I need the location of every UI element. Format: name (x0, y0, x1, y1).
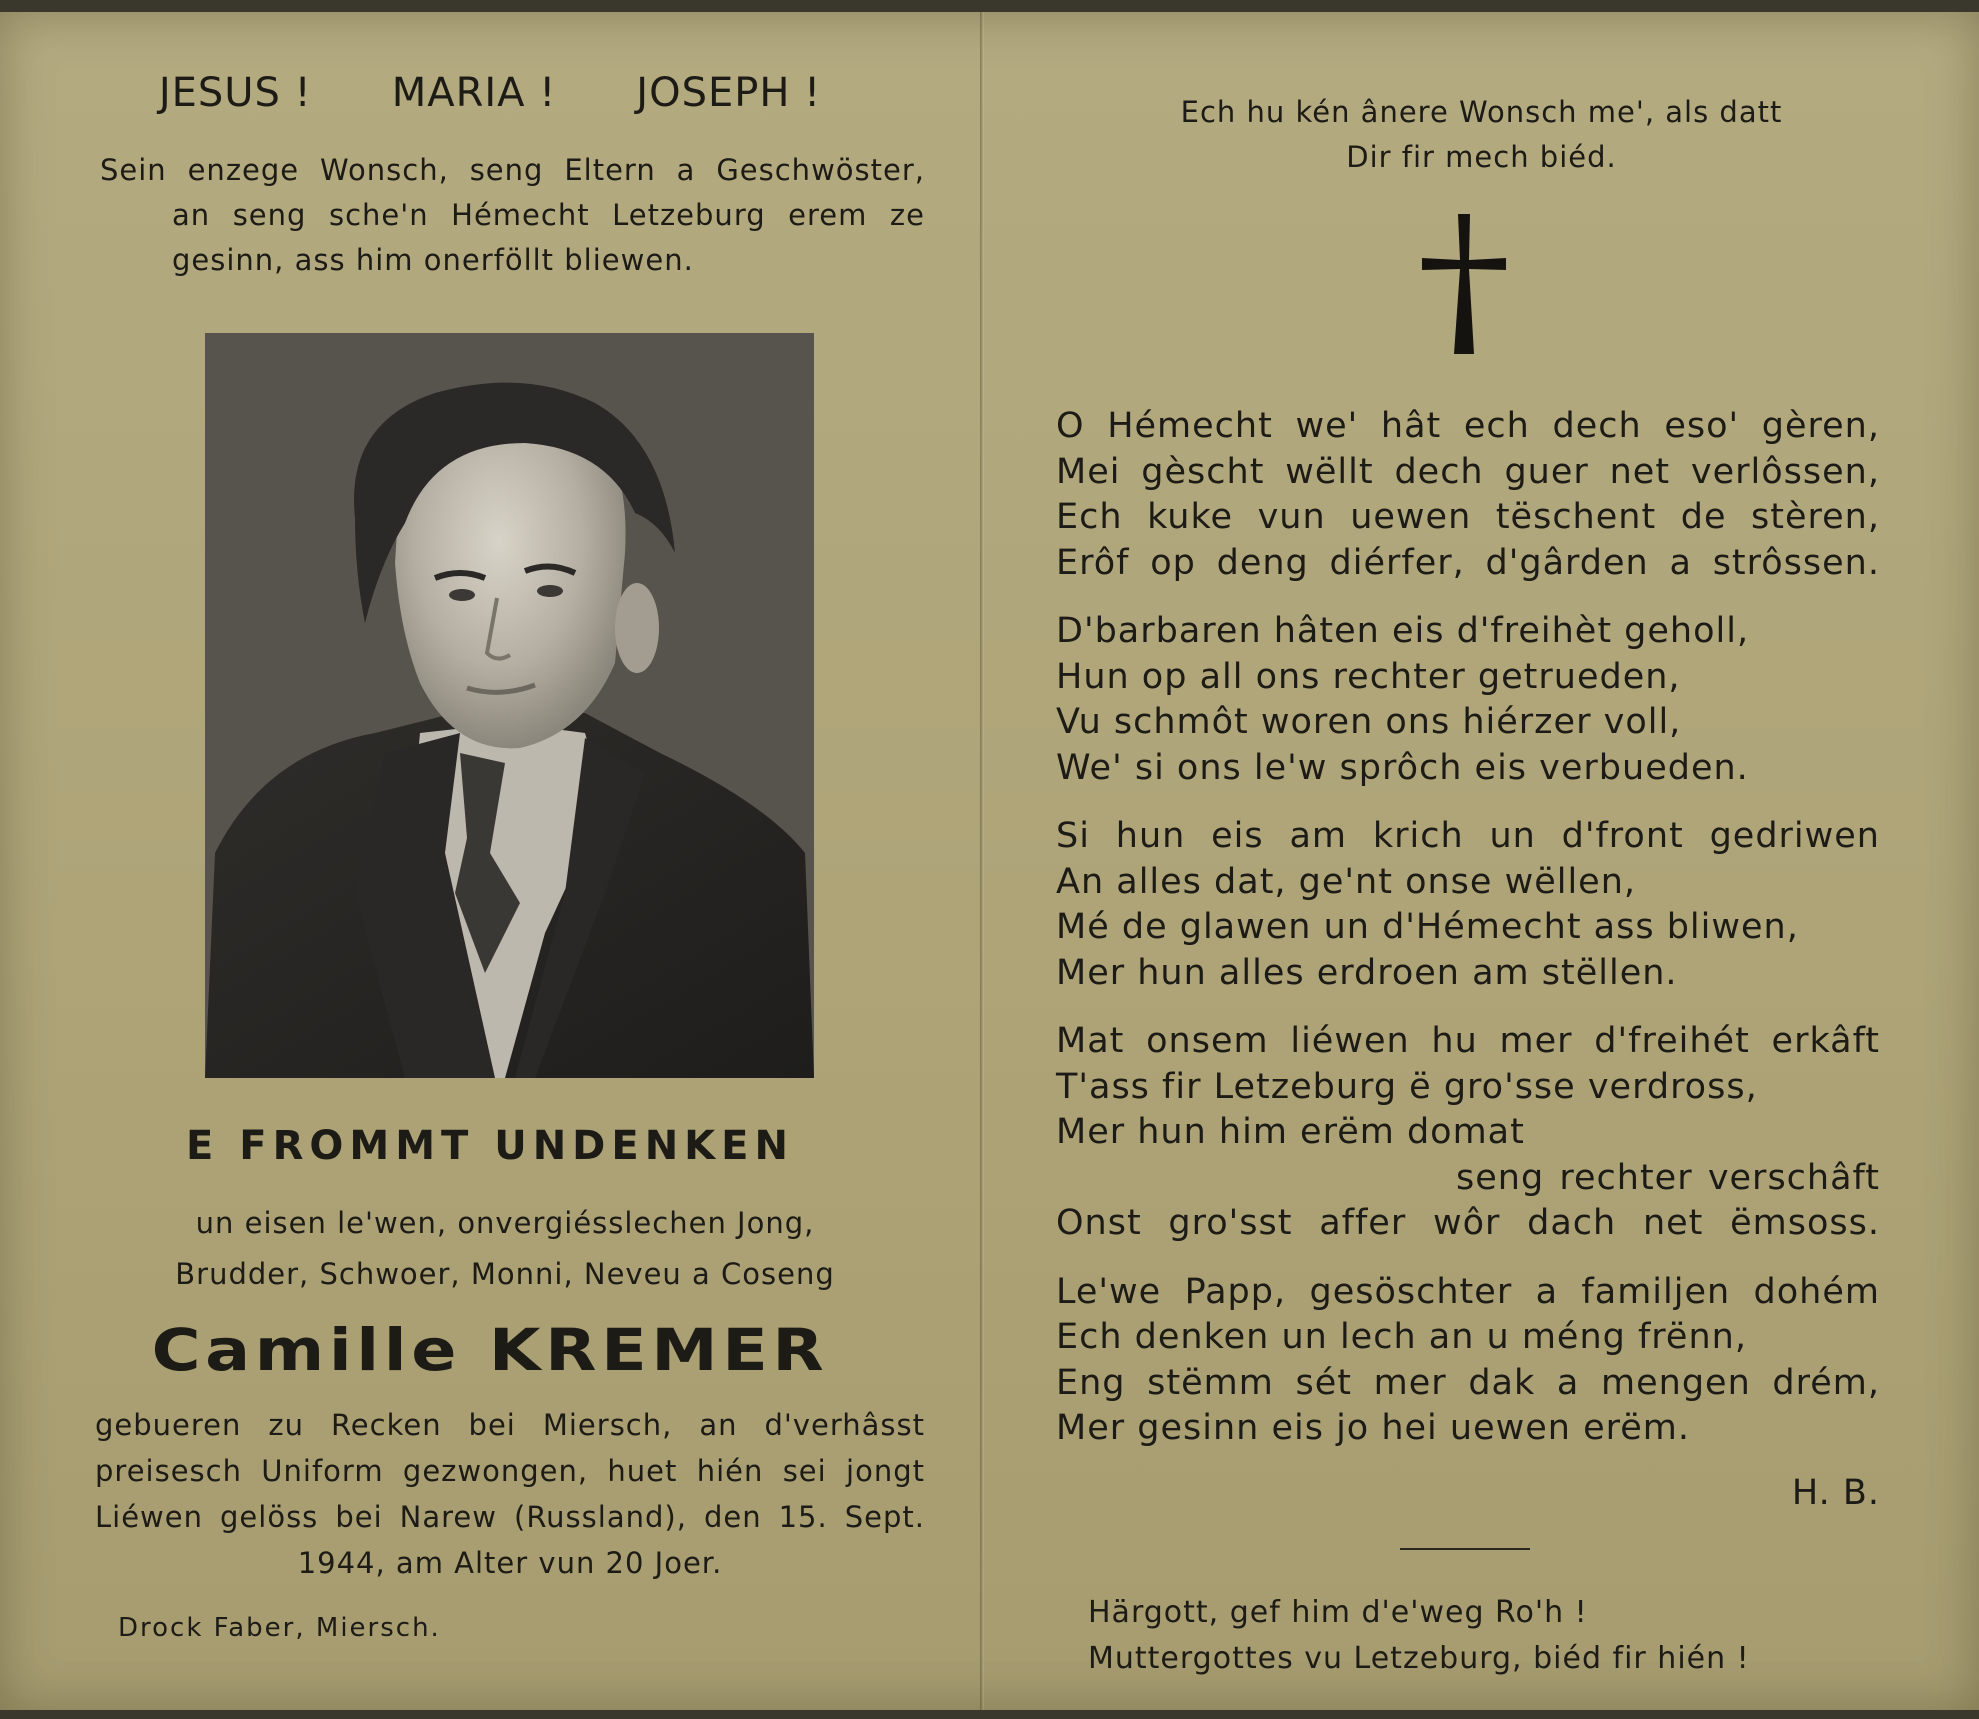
closing-line: Muttergottes vu Letzeburg, biéd fir hién ! (1088, 1641, 1750, 1676)
poem-stanza (1056, 814, 1880, 996)
poem-line: Onst gro'sst affer wôr dach net ëmsoss. (1056, 1203, 1880, 1243)
poem-line: Le'we Papp, gesöschter a familjen dohém (1056, 1271, 1880, 1312)
poem-stanza (1056, 609, 1880, 791)
printer-credit: Drock Faber, Miersch. (118, 1613, 441, 1643)
dedication-line: un eisen le'wen, onvergiésslechen Jong, (195, 1206, 815, 1240)
memorial-title: E FROMMT UNDENKEN (186, 1123, 794, 1169)
portrait-photo (205, 333, 814, 1078)
wish-line: an seng sche'n Hémecht Letzeburg erem ze (172, 198, 925, 232)
poem-line: Mer gesinn eis jo hei uewen erëm. (1056, 1408, 1690, 1448)
poem-author: H. B. (1791, 1472, 1880, 1513)
closing-prayer (1088, 1590, 1848, 1682)
poem-line: Mer hun alles erdroen am stëllen. (1056, 952, 1678, 993)
wish-line: Sein enzege Wonsch, seng Eltern a Geschwöster, (100, 153, 925, 187)
biography-text (95, 1402, 925, 1586)
divider-rule (1400, 1548, 1530, 1550)
invocation-joseph: JOSEPH ! (636, 70, 822, 116)
last-wish-text (100, 148, 925, 283)
poem-line: O Hémecht we' hât ech dech eso' gèren, (1056, 406, 1880, 446)
closing-line: Härgott, gef him d'e'weg Ro'h ! (1088, 1595, 1588, 1630)
poem-line: Mei gèscht wëllt dech guer net verlôssen, (1056, 451, 1880, 492)
bio-line: preisesch Uniform gezwongen, huet hién sei jongt (95, 1454, 925, 1488)
poem-line: Si hun eis am krich un d'front gedriwen (1056, 816, 1880, 856)
invocation-maria: MARIA ! (391, 70, 557, 116)
invocation (0, 70, 980, 116)
prayer-line: Ech hu kén ânere Wonsch me', als datt (1180, 95, 1783, 129)
poem-line: Hun op all ons rechter getrueden, (1056, 656, 1681, 697)
latin-cross-icon (1422, 214, 1506, 354)
invocation-jesus: JESUS ! (158, 70, 312, 116)
prayer-line: Dir fir mech biéd. (1346, 140, 1617, 174)
bio-line: 1944, am Alter vun 20 Joer. (297, 1546, 723, 1580)
poem-line: Ech denken un lech an u méng frënn, (1056, 1317, 1747, 1357)
dedication-line: Brudder, Schwoer, Monni, Neveu a Coseng (175, 1257, 835, 1291)
portrait-illustration (205, 333, 814, 1078)
poem-line: We' si ons le'w sprôch eis verbueden. (1056, 747, 1749, 788)
poem-stanza (1056, 1019, 1880, 1247)
poem-stanza (1056, 1270, 1880, 1452)
deceased-name: Camille KREMER (151, 1316, 829, 1384)
poem-line: Mé de glawen un d'Hémecht ass bliwen, (1056, 907, 1799, 947)
poem-line: Vu schmôt woren ons hiérzer voll, (1056, 702, 1682, 742)
poem-line: T'ass fir Letzeburg ë gro'sse verdross, (1056, 1066, 1758, 1107)
poem-line: seng rechter verschâft (1456, 1157, 1880, 1198)
bio-line: Liéwen gelöss bei Narew (Russland), den 15. Sept. (95, 1500, 925, 1534)
wish-line: gesinn, ass him onerföllt bliewen. (172, 243, 694, 277)
poem-line: Eng stëmm sét mer dak a mengen drém, (1056, 1362, 1880, 1403)
dedication-text (120, 1198, 890, 1300)
poem-stanza (1056, 404, 1880, 586)
poem-line: Mer hun him erëm domat (1056, 1112, 1525, 1152)
poem-line: D'barbaren hâten eis d'freihèt geholl, (1056, 611, 1750, 651)
poem (1056, 404, 1880, 1516)
poem-line: An alles dat, ge'nt onse wëllen, (1056, 861, 1637, 902)
bio-line: gebueren zu Recken bei Miersch, an d'verhâsst (95, 1408, 925, 1442)
poem-line: Ech kuke vun uewen tëschent de stèren, (1056, 497, 1880, 537)
poem-line: Mat onsem liéwen hu mer d'freihét erkâft (1056, 1021, 1880, 1061)
prayer-request (984, 90, 1979, 180)
poem-line: Erôf op deng diérfer, d'gârden a strôssen. (1056, 542, 1880, 583)
